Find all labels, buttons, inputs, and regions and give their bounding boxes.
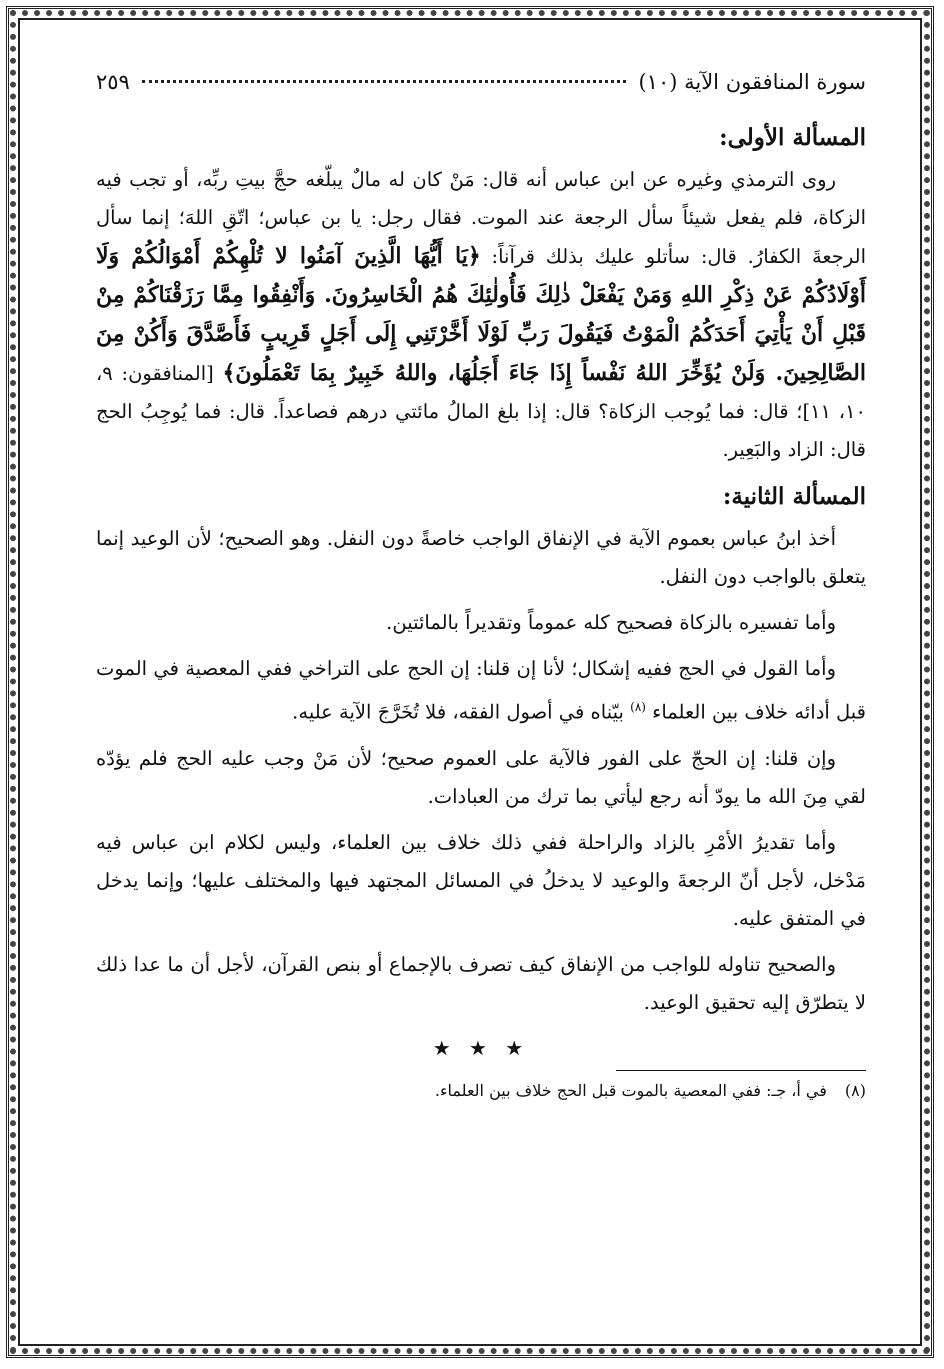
book-page [96,70,866,1320]
paragraph-ibn-abbas-generality: أخذ ابنُ عباس بعموم الآية في الإنفاق الواجب خاصةً دون النفل. وهو الصحيح؛ لأن الوعيد إنما يتعلق بالواجب دون النفل. [96,527,866,588]
narration-text: روى الترمذي وغيره عن ابن عباس أنه قال: مَنْ كان له مالٌ يبلّغه حجَّ بيتِ ربِّه، أو تجب فيه الزكاة، فلم يفعل شيئاً سأل الرجعة عند الموت. فقال رجل: يا بن عباس؛ اتّقِ اللهَ؛ إنما سأل الرجعةَ الكفارُ. قال: سأتلو عليك بذلك قرآناً: [96,168,866,268]
paragraph-conclusion: والصحيح تناوله للواجب من الإنفاق كيف تصرف بالإجماع أو بنص القرآن، لأجل أن ما عدا ذلك لا يتطرّق إليه تحقيق الوعيد. [96,952,866,1014]
footnote-reference[interactable]: (٨) [630,700,646,714]
header-title: سورة المنافقون الآية (١٠) [638,70,866,94]
section-heading-second: المسألة الثانية: [722,483,866,510]
running-header [96,70,866,110]
narration-continuation: قال: فما يُوجب الزكاة؟ قال: إذا بلغ المالُ مائتي درهم فصاعداً. قال: فما يُوجِبُ الحج قال: الزاد والبَعِير. [96,400,866,461]
footnote-text: في أ، جـ: ففي المعصية بالموت قبل الحج خلاف بين العلماء. [434,1080,827,1100]
paragraph-provision-mount: وأما تقديرُ الأمْرِ بالزاد والراحلة ففي ذلك خلاف بين العلماء، وليس لكلام ابن عباس فيه مَدْخل، لأجل أنّ الرجعةَ والوعيد لا يدخلُ في المسائل المجتهد فيها والمختلف عليها؛ وإنما يدخل في المتفق عليه. [96,830,866,930]
paragraph-tirmidhi-narration [96,161,866,469]
footnote-divider [616,1070,866,1071]
paragraph-hajj-problem [96,650,866,732]
footnote [96,1077,866,1105]
hajj-problem-tail: بيّناه في أصول الفقه، فلا تُخَرَّجَ الآية عليه. [292,700,624,724]
footnote-number: (٨) [844,1080,866,1100]
section-separator-stars: ★ ★ ★ [432,1035,530,1060]
paragraph-zakat-interpretation: وأما تفسيره بالزكاة فصحيح كله عموماً وتقديراً بالمائتين. [386,611,836,634]
section-heading-first: المسألة الأولى: [719,124,866,151]
header-dot-leader [142,80,627,83]
paragraph-hajj-immediate: وإن قلنا: إن الحجّ على الفور فالآية على العموم صحيح؛ لأن مَنْ وجب عليه الحج فلم يؤدّه لقي مِنَ الله ما يودّ أنه رجع ليأتي بما ترك من العبادات. [96,746,866,808]
quran-verse: ﴿يَا أَيُّهَا الَّذِينَ آمَنُوا لا تُلْهِكُمْ أَمْوَالُكُمْ وَلَا أَوْلَادُكُمْ عَنْ ذِكْرِ اللهِ وَمَنْ يَفْعَلْ ذٰلِكَ فَأُولٰئِكَ هُمُ الْخَاسِرُونَ. وَأَنْفِقُوا مِمَّا رَزَقْنَاكُمْ مِنْ قَبْلِ أَنْ يَأْتِيَ أَحَدَكُمُ الْمَوْتُ فَيَقُولَ رَبِّ لَوْلَا أَخَّرْتَنِي إِلَى أَجَلٍ قَرِيبٍ فَأَصَّدَّقَ وَأَكُنْ مِنَ الصَّالِحِينَ. وَلَنْ يُؤَخِّرَ اللهُ نَفْساً إِذَا جَاءَ أَجَلُهَا، واللهُ خَبِيرٌ بِمَا تَعْمَلُونَ﴾ [96,243,866,386]
hajj-problem-text: وأما القول في الحج ففيه إشكال؛ لأنا إن قلنا: إن الحج على التراخي ففي المعصية في الموت قبل أدائه خلاف بين العلماء [96,657,866,724]
page-number: ٢٥٩ [96,70,130,94]
verse-citation: [المنافقون: ٩، ١٠، ١١]؛ [96,362,866,423]
